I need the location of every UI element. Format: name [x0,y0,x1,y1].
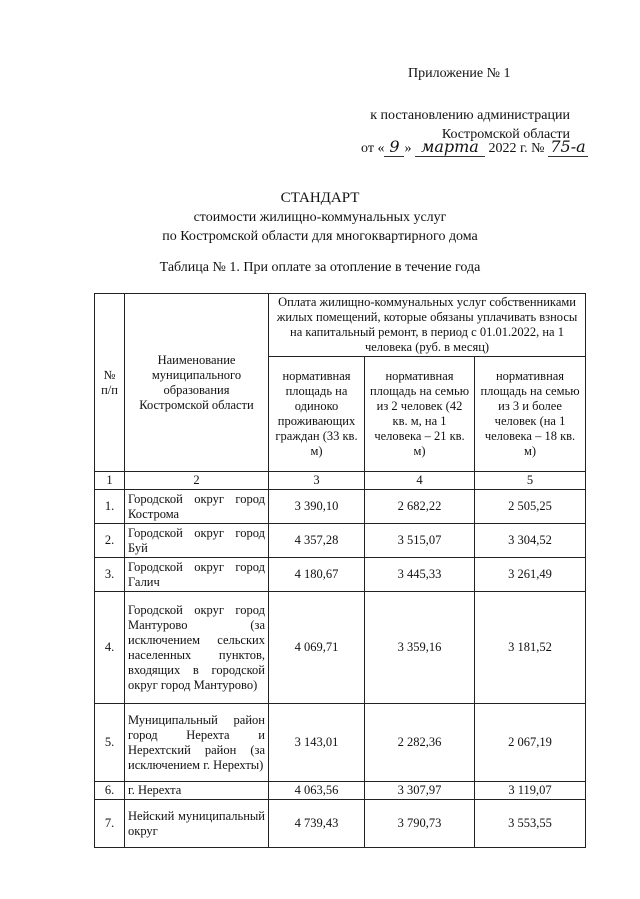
row-name: Городской округ город Кострома [125,490,269,524]
resolution-line1: к постановлению администрации [370,108,570,123]
row-name: Городской округ город Мантурово (за исключением сельских населенных пунктов, входящих в городской округ город Мантурово) [125,592,269,704]
row-value: 3 359,16 [365,592,475,704]
header-group: Оплата жилищно-коммунальных услуг собственниками жилых помещений, которые обязаны уплачивать взносы на капитальный ремонт, в период с 01.01.2022, на 1 человека (руб. в месяц) [269,294,586,357]
row-value: 3 304,52 [475,524,586,558]
header-col4: нормативная площадь на семью из 2 человек (42 кв. м, на 1 человека – 21 кв. м) [365,357,475,472]
row-no: 5. [95,704,125,782]
row-value: 3 790,73 [365,800,475,848]
row-no: 3. [95,558,125,592]
row-value: 4 063,56 [269,782,365,800]
table-row [95,704,586,782]
date-month: марта [415,137,485,157]
row-name: Городской округ город Буй [125,524,269,558]
row-name: г. Нерехта [125,782,269,800]
table-row [95,558,586,592]
table-row [95,800,586,848]
appendix-label: Приложение № 1 [408,66,511,81]
table-row [95,592,586,704]
row-value: 3 143,01 [269,704,365,782]
col-number: 3 [269,472,365,490]
col-number: 1 [95,472,125,490]
table-row [95,524,586,558]
date-mid: » [404,141,412,156]
row-value: 3 119,07 [475,782,586,800]
column-number-row [95,472,586,490]
row-value: 3 390,10 [269,490,365,524]
row-name: Городской округ город Галич [125,558,269,592]
row-value: 2 067,19 [475,704,586,782]
doc-number: 75-а [548,137,588,157]
date-prefix: от « [361,141,385,156]
table-row [95,782,586,800]
document-subtitle [0,208,640,246]
table-row [95,490,586,524]
header-col5: нормативная площадь на семью из 3 и более человек (на 1 человека – 18 кв. м) [475,357,586,472]
date-year: 2022 г. № [488,141,545,156]
header-col3: нормативная площадь на одиноко проживающих граждан (33 кв. м) [269,357,365,472]
row-no: 7. [95,800,125,848]
header-name: Наименование муниципального образования Костромской области [125,294,269,472]
row-value: 3 515,07 [365,524,475,558]
row-name: Нейский муниципальный округ [125,800,269,848]
row-value: 3 553,55 [475,800,586,848]
row-value: 3 445,33 [365,558,475,592]
row-no: 1. [95,490,125,524]
col-number: 4 [365,472,475,490]
row-value: 4 069,71 [269,592,365,704]
resolution-line2: Костромской области [441,127,570,142]
row-value: 3 181,52 [475,592,586,704]
date-day: 9 [384,137,404,157]
row-value: 2 682,22 [365,490,475,524]
document-title: СТАНДАРТ [280,190,360,206]
subtitle-line2: по Костромской области для многоквартирного дома [162,229,478,244]
row-no: 2. [95,524,125,558]
row-value: 4 739,43 [269,800,365,848]
col-number: 5 [475,472,586,490]
row-value: 3 307,97 [365,782,475,800]
col-number: 2 [125,472,269,490]
resolution-date-line [361,137,588,157]
row-value: 3 261,49 [475,558,586,592]
row-value: 2 505,25 [475,490,586,524]
row-value: 4 180,67 [269,558,365,592]
header-no: № п/п [95,294,125,472]
cost-standard-table [94,293,586,848]
row-value: 4 357,28 [269,524,365,558]
table-caption: Таблица № 1. При оплате за отопление в течение года [159,260,481,275]
row-name: Муниципальный район город Нерехта и Нерехтский район (за исключением г. Нерехты) [125,704,269,782]
row-no: 4. [95,592,125,704]
table-header-row [95,294,586,357]
row-no: 6. [95,782,125,800]
subtitle-line1: стоимости жилищно-коммунальных услуг [193,210,447,225]
row-value: 2 282,36 [365,704,475,782]
